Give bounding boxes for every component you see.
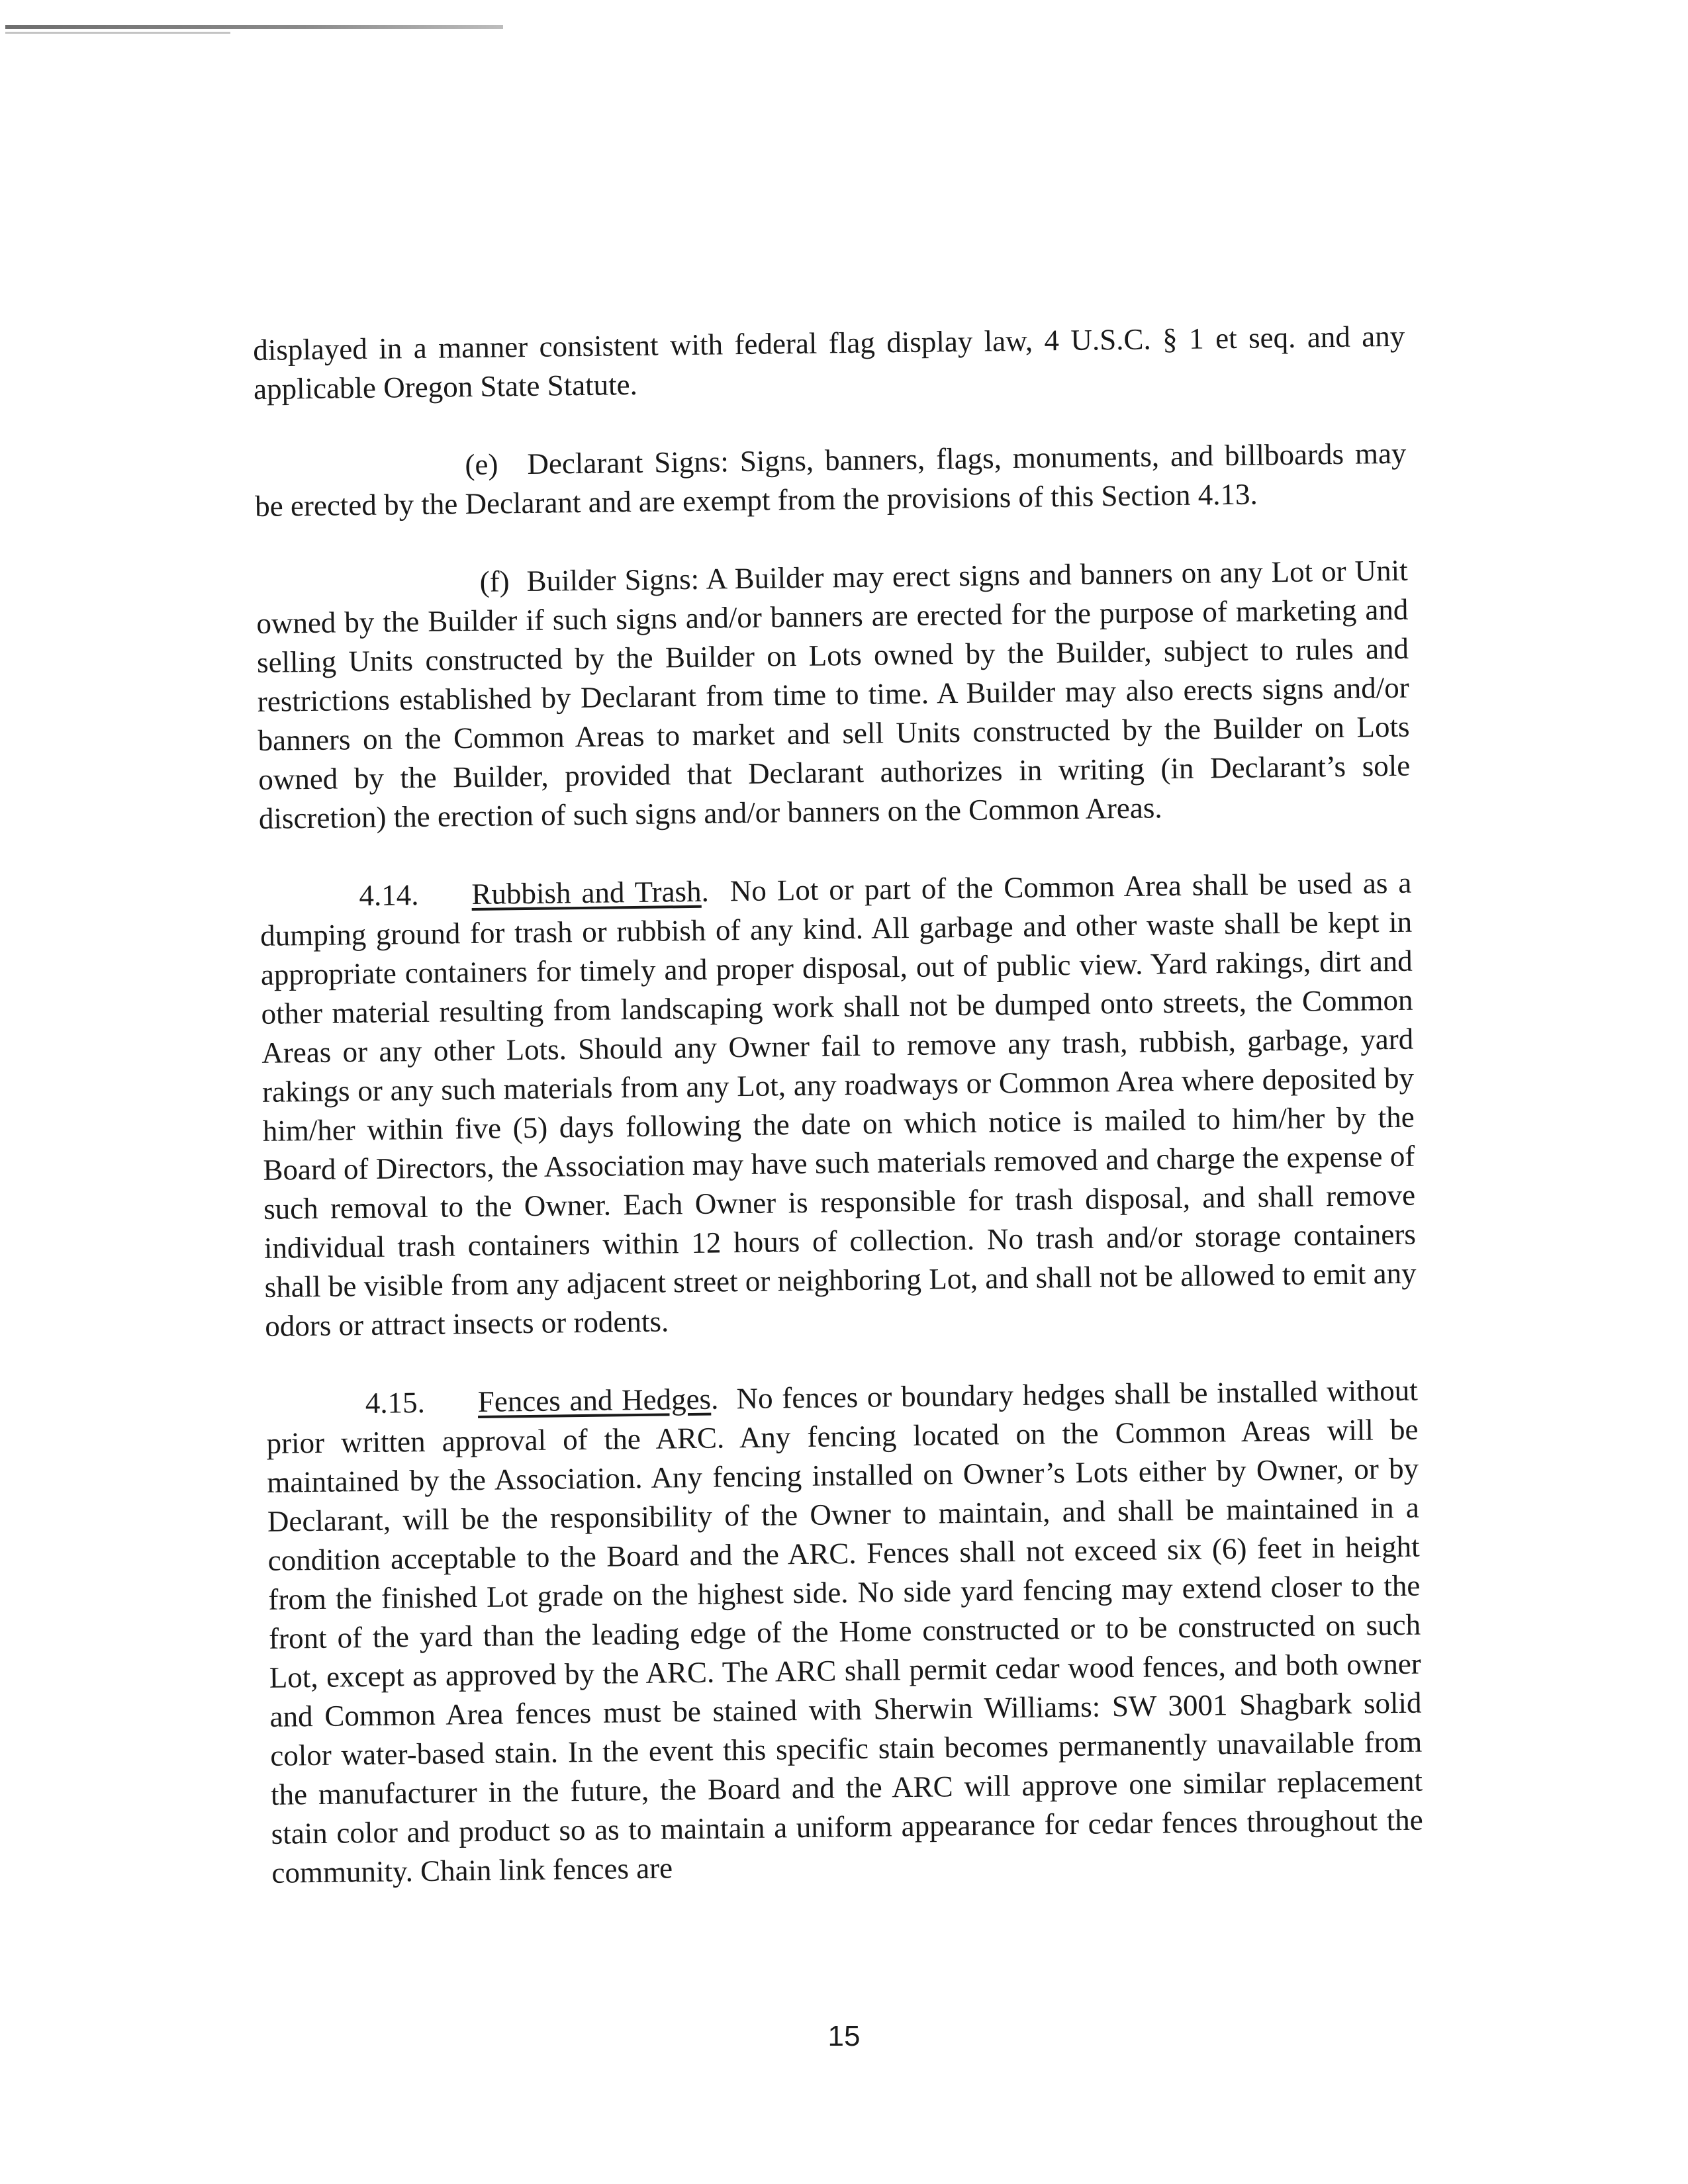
scan-artifact-rule-tail [5,32,230,34]
subsection-f-label: (f) [479,565,510,598]
section-4-14: 4.14. Rubbish and Trash. No Lot or part of the Common Area shall be used as a dumping ground for trash or rubbish of any kind. All garbage and other waste shall be kept in appropriate containers for timely and proper disposal, out of public view. Yard rakings, dirt and other material resulting from landscaping work shall not be dumped onto streets, the Common Areas or any other Lots. Should any Owner fail to remove any trash, rubbish, garbage, yard rakings or any such materials from any Lot, any roadways or Common Area where deposited by him/her within five (5) days following the date on which notice is mailed to him/her by the Board of Directors, the Association may have such materials removed and charge the expense of such removal to the Owner. Each Owner is responsible for trash disposal, and shall remove individual trash containers within 12 hours of collection. No trash and/or storage containers shall be visible from any adjacent street or neighboring Lot, and shall not be allowed to emit any odors or attract insects or rodents. [259,866,1417,1343]
subsection-e-label: (e) [465,447,498,482]
scan-artifact-rule [5,25,503,29]
section-4-15-text: No fences or boundary hedges shall be installed without prior written approval of the ARC. Any fencing located on the Common Areas will be maintained by the Association. Any fencing installed on Owner’s Lots either by Owner, or by Declarant, will be the responsibility of the Owner to maintain, and shall be maintained in a condition acceptable to the Board and the ARC. Fences shall not exceed six (6) feet in height from the finished Lot grade on the highest side. No side yard fencing may extend closer to the front of the yard than the leading edge of the Home constructed or to be constructed on such Lot, except as approved by the ARC. The ARC shall permit cedar wood fences, and both owner and Common Area fences must be stained with Sherwin Williams: SW 3001 Shagbark solid color water-based stain. In the event this specific stain becomes permanently unavailable from the manufacturer in the future, the Board and the ARC will approve one similar replacement stain color and product so as to maintain a uniform appearance for cedar fences throughout the community. Chain link fences are [266,1373,1423,1889]
section-4-14-heading: Rubbish and Trash [471,874,702,911]
subsection-f-text: Builder Signs: A Builder may erect signs and banners on any Lot or Unit owned by the Builder if such signs and/or banners are erected for the purpose of marketing and selling Units constructed by the Builder on Lots owned by the Builder, subject to rules and restrictions established by Declarant from time to time. A Builder may also erects signs and/or banners on the Common Areas to market and sell Units constructed by the Builder on Lots owned by the Builder, provided that Declarant authorizes in writing (in Declarant’s sole discretion) the erection of such signs and/or banners on the Common Areas. [256,553,1411,835]
subsection-e [254,434,1407,526]
page-number: 15 [827,2020,861,2052]
section-4-15: 4.15. Fences and Hedges. No fences or boundary hedges shall be installed without prior written approval of the ARC. Any fencing located on the Common Areas will be maintained by the Association. Any fencing installed on Owner’s Lots either by Owner, or by Declarant, will be the responsibility of the Owner to maintain, and shall be maintained in a condition acceptable to the Board and the ARC. Fences shall not exceed six (6) feet in height from the finished Lot grade on the highest side. No side yard fencing may extend closer to the front of the yard than the leading edge of the Home constructed or to be constructed on such Lot, except as approved by the ARC. The ARC shall permit cedar wood fences, and both owner and Common Area fences must be stained with Sherwin Williams: SW 3001 Shagbark solid color water-based stain. In the event this specific stain becomes permanently unavailable from the manufacturer in the future, the Board and the ARC will approve one similar replacement stain color and product so as to maintain a uniform appearance for cedar fences throughout the community. Chain link fences are [266,1373,1423,1889]
subsection-f [256,551,1411,839]
section-4-14-text: No Lot or part of the Common Area shall be used as a dumping ground for trash or rubbish of any kind. All garbage and other waste shall be kept in appropriate containers for timely and proper disposal, out of public view. Yard rakings, dirt and other material resulting from landscaping work shall not be dumped onto streets, the Common Areas or any other Lots. Should any Owner fail to remove any trash, rubbish, garbage, yard rakings or any such materials from any Lot, any roadways or Common Area where deposited by him/her within five (5) days following the date on which notice is mailed to him/her by the Board of Directors, the Association may have such materials removed and charge the expense of such removal to the Owner. Each Owner is responsible for trash disposal, and shall remove individual trash containers within 12 hours of collection. No trash and/or storage containers shall be visible from any adjacent street or neighboring Lot, and shall not be allowed to emit any odors or attract insects or rodents. [259,866,1417,1343]
document-body [253,317,1424,1932]
continuation-paragraph: displayed in a manner consistent with federal flag display law, 4 U.S.C. § 1 et seq. and any applicable Oregon State Statute. [253,319,1405,406]
section-4-15-heading: Fences and Hedges [477,1382,712,1418]
subsection-e-text: Declarant Signs: Signs, banners, flags, monuments, and billboards may be erected by the Declarant and are exempt from the provisions of this Section 4.13. [254,436,1407,523]
section-4-14-number: 4.14. [359,878,419,913]
section-4-15-number: 4.15. [365,1385,426,1420]
